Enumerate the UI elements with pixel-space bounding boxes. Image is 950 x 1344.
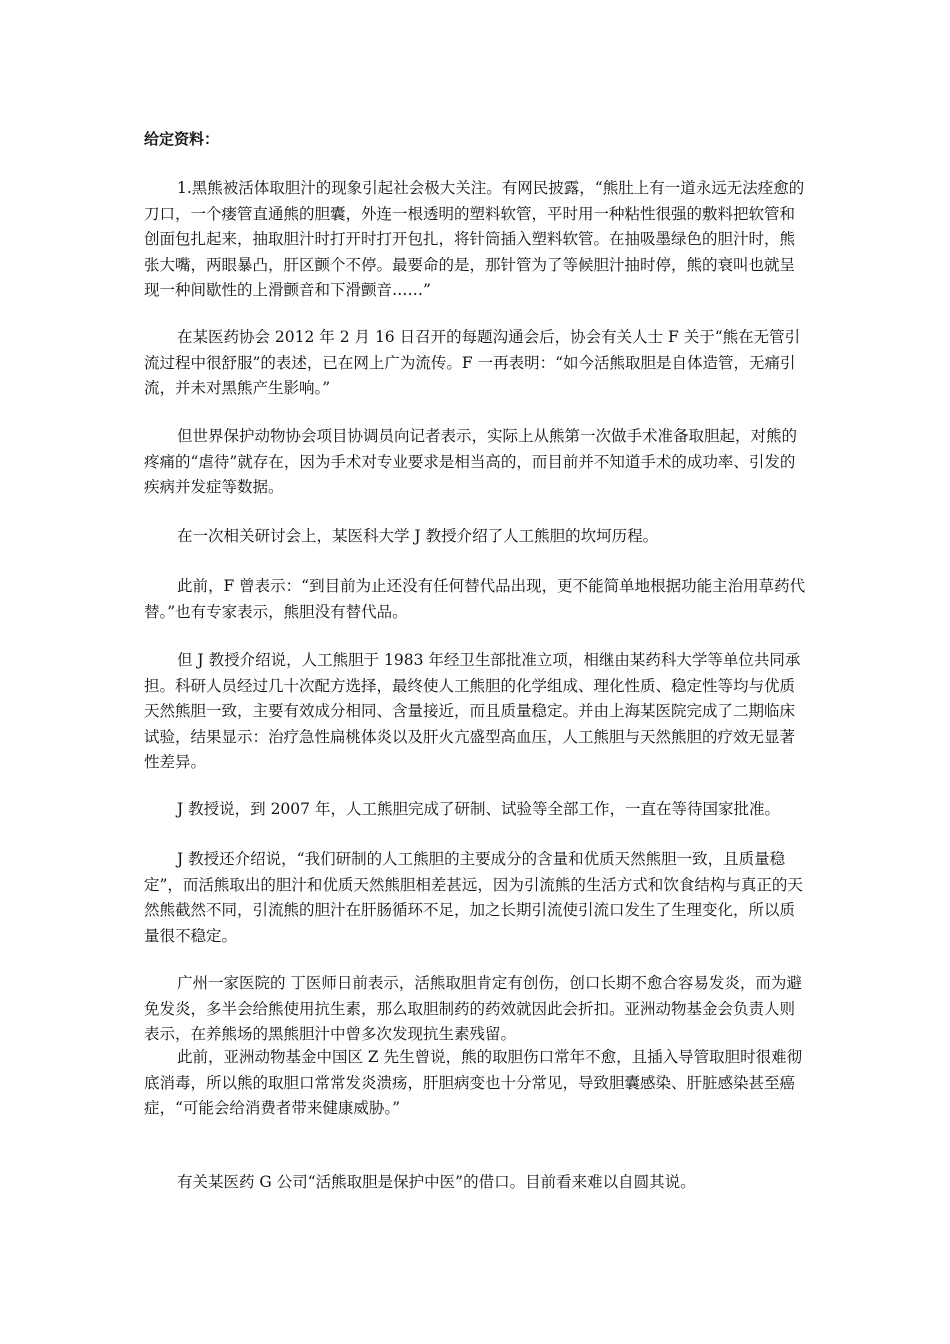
paragraph-11: 有关某医药 G 公司“活熊取胆是保护中医”的借口。目前看来难以自圆其说。 bbox=[177, 1173, 696, 1191]
section-heading: 给定资料： bbox=[144, 130, 220, 148]
paragraph-10: 此前，亚洲动物基金中国区 Z 先生曾说，熊的取胆伤口常年不愈，且插入导管取胆时很难彻底消毒，所以熊的取胆口常常发炎溃疡，肝胆病变也十分常见，导致胆囊感染、肝脏感染甚至癌症，“可能会给消费者带来健康威胁。” bbox=[144, 1048, 803, 1117]
paragraph-1: 1.黑熊被活体取胆汁的现象引起社会极大关注。有网民披露，“熊肚上有一道永远无法痊愈的刀口，一个瘘管直通熊的胆囊，外连一根透明的塑料软管，平时用一种粘性很强的敷料把软管和创面包扎起来，抽取胆汁时打开时打开包扎，将针筒插入塑料软管。在抽吸墨绿色的胆汁时，熊张大嘴，两眼暴凸，肝区颤个不停。最要命的是，那针管为了等候胆汁抽时停，熊的衰叫也就呈现一种间歇性的上滑颤音和下滑颤音……” bbox=[144, 179, 805, 299]
paragraph-3: 但世界保护动物协会项目协调员向记者表示，实际上从熊第一次做手术准备取胆起，对熊的疼痛的“虐待”就存在，因为手术对专业要求是相当高的，而目前并不知道手术的成功率、引发的疾病并发症等数据。 bbox=[144, 427, 798, 496]
paragraph-9: 广州一家医院的 丁医师日前表示，活熊取胆肯定有创伤，创口长期不愈合容易发炎，而为避免发炎，多半会给熊使用抗生素，那么取胆制药的药效就因此会折扣。亚洲动物基金会负责人则表示，在养熊场的黑熊胆汁中曾多次发现抗生素残留。 bbox=[144, 974, 802, 1043]
paragraph-4: 在一次相关研讨会上，某医科大学 J 教授介绍了人工熊胆的坎坷历程。 bbox=[177, 527, 659, 545]
paragraph-2: 在某医药协会 2012 年 2 月 16 日召开的每题沟通会后，协会有关人士 F 关于“熊在无管引流过程中很舒服”的表述，已在网上广为流传。F 一再表明：“如今活熊取胆是自体造管，无痛引流，并未对黑熊产生影响。” bbox=[144, 328, 801, 397]
paragraph-8: J 教授还介绍说，“我们研制的人工熊胆的主要成分的含量和优质天然熊胆一致，且质量稳定”，而活熊取出的胆汁和优质天然熊胆相差甚远，因为引流熊的生活方式和饮食结构与真正的天然熊截然不同，引流熊的胆汁在肝肠循环不足，加之长期引流使引流口发生了生理变化，所以质量很不稳定。 bbox=[144, 850, 803, 945]
paragraph-5: 此前，F 曾表示：“到目前为止还没有任何替代品出现，更不能简单地根据功能主治用草药代替。”也有专家表示，熊胆没有替代品。 bbox=[144, 577, 806, 621]
paragraph-6: 但 J 教授介绍说，人工熊胆于 1983 年经卫生部批准立项，相继由某药科大学等单位共同承担。科研人员经过几十次配方选择，最终使人工熊胆的化学组成、理化性质、稳定性等均与优质天然熊胆一致，主要有效成分相同、含量接近，而且质量稳定。并由上海某医院完成了二期临床试验，结果显示：治疗急性扁桃体炎以及肝火亢盛型高血压，人工熊胆与天然熊胆的疗效无显著性差异。 bbox=[144, 651, 801, 771]
paragraph-7: J 教授说，到 2007 年，人工熊胆完成了研制、试验等全部工作，一直在等待国家批准。 bbox=[177, 800, 780, 818]
